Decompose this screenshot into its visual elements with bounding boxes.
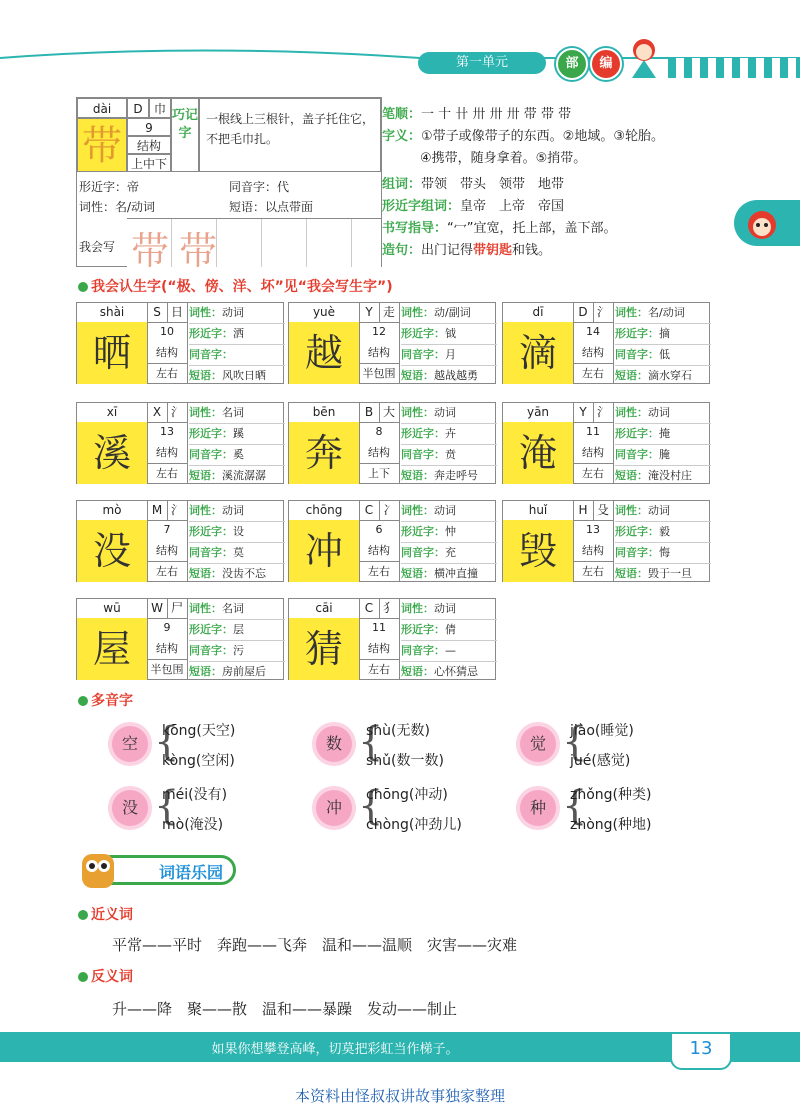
word-park-title: 词语乐园 xyxy=(96,855,236,885)
card-similar: 形近字：蹊 xyxy=(189,424,285,445)
card-structure: 左右 xyxy=(359,659,400,680)
char-card xyxy=(76,500,284,582)
poly-reading-1: shù(无数) xyxy=(366,723,430,739)
card-info xyxy=(189,599,285,681)
card-pinyin: cāi xyxy=(289,599,360,619)
card-char: 溪 xyxy=(77,422,148,484)
card-similar: 形近字：摘 xyxy=(615,324,711,345)
card-radical: 冫 xyxy=(379,501,400,521)
card-info xyxy=(401,599,497,681)
card-structure-label: 结构 xyxy=(147,442,188,464)
card-initial: W xyxy=(147,599,168,619)
card-pinyin: xī xyxy=(77,403,148,423)
brace-icon: { xyxy=(154,719,180,765)
mnemonic-text: 一根线上三根针，盖子托住它，不把毛巾扎。 xyxy=(199,98,381,172)
char-card xyxy=(502,500,710,582)
poly-reading-1: zhǒng(种类) xyxy=(570,787,652,803)
card-char: 屋 xyxy=(77,618,148,680)
card-phrase: 短语：心怀猜忌 xyxy=(401,665,478,678)
poly-char: 空 xyxy=(112,726,148,762)
fox-mascot-icon xyxy=(742,203,782,243)
card-structure-label: 结构 xyxy=(147,342,188,364)
card-phrase: 短语：房前屋后 xyxy=(189,665,266,678)
char-card xyxy=(288,302,496,384)
card-pinyin: mò xyxy=(77,501,148,521)
unit-label: 第一单元 xyxy=(418,52,546,74)
card-structure-label: 结构 xyxy=(573,342,614,364)
card-phrase: 短语：淹没村庄 xyxy=(615,469,692,482)
card-structure-label: 结构 xyxy=(359,342,400,364)
card-similar: 形近字：钺 xyxy=(401,324,497,345)
card-pos: 词性：名词 xyxy=(189,403,285,424)
card-structure-label: 结构 xyxy=(573,540,614,562)
card-structure-label: 结构 xyxy=(147,638,188,660)
write-label: 我会写 xyxy=(79,240,116,254)
card-similar: 形近字：洒 xyxy=(189,324,285,345)
card-homophone: 同音字：污 xyxy=(189,641,285,662)
card-info xyxy=(401,303,497,385)
card-initial: X xyxy=(147,403,168,423)
card-strokes: 13 xyxy=(573,520,614,540)
card-pinyin: yuè xyxy=(289,303,360,323)
meaning-2: ④携带，随身拿着。⑤捎带。 xyxy=(420,151,587,166)
card-pinyin: yān xyxy=(503,403,574,423)
antonyms-title: 反义词 xyxy=(78,966,133,986)
write-char-2: 带 xyxy=(179,229,218,273)
poly-reading-1: kōng(天空) xyxy=(162,723,236,739)
card-phrase: 短语：风吹日晒 xyxy=(189,369,266,382)
card-similar: 形近字：忡 xyxy=(401,522,497,543)
card-char: 淹 xyxy=(503,422,574,484)
card-structure: 左右 xyxy=(573,561,614,582)
card-pos: 词性：动词 xyxy=(401,501,497,522)
card-radical: 氵 xyxy=(167,403,188,423)
meaning-1: 字义：①带子或像带子的东西。②地域。③轮胎。 xyxy=(382,129,664,144)
card-info xyxy=(401,501,497,583)
stroke-order: 笔顺：一 十 卄 卅 卅 卅 带 带 带 xyxy=(382,107,572,122)
bullet-icon xyxy=(78,972,88,982)
card-structure: 半包围 xyxy=(147,659,188,680)
card-strokes: 9 xyxy=(147,618,188,638)
card-initial: C xyxy=(359,501,380,521)
brace-icon: { xyxy=(358,783,384,829)
main-radical: 巾 xyxy=(149,98,171,118)
card-similar: 形近字：卉 xyxy=(401,424,497,445)
side-tab xyxy=(734,200,800,246)
card-strokes: 14 xyxy=(573,322,614,342)
write-char-1: 带 xyxy=(131,229,170,273)
card-homophone: 同音字：莫 xyxy=(189,543,285,564)
card-info xyxy=(189,303,285,385)
poly-char: 数 xyxy=(316,726,352,762)
card-char: 奔 xyxy=(289,422,360,484)
card-pos: 词性：动词 xyxy=(615,501,711,522)
card-phrase: 短语：越战越勇 xyxy=(401,369,478,382)
card-pos: 词性：动/副词 xyxy=(401,303,497,324)
card-structure: 左右 xyxy=(147,463,188,484)
card-pinyin: shài xyxy=(77,303,148,323)
card-homophone: 同音字：充 xyxy=(401,543,497,564)
brace-icon: { xyxy=(562,783,588,829)
part-of-speech: 词性：名/动词 xyxy=(79,200,156,214)
owl-mascot-icon xyxy=(78,848,118,892)
card-structure: 半包围 xyxy=(359,363,400,384)
card-structure-label: 结构 xyxy=(573,442,614,464)
card-initial: Y xyxy=(573,403,594,423)
card-phrase: 短语：横冲直撞 xyxy=(401,567,478,580)
bullet-icon xyxy=(78,910,88,920)
card-structure: 左右 xyxy=(359,561,400,582)
footer-motto: 如果你想攀登高峰，切莫把彩虹当作梯子。 xyxy=(211,1042,459,1057)
main-structure: 上中下 xyxy=(127,154,171,172)
poly-reading-1: jiào(睡觉) xyxy=(570,723,634,739)
poly-char: 觉 xyxy=(520,726,556,762)
card-info xyxy=(615,303,711,385)
poly-char: 种 xyxy=(520,790,556,826)
card-pinyin: bēn xyxy=(289,403,360,423)
similar-words: 形近字组词：皇帝 上帝 帝国 xyxy=(382,199,565,214)
card-similar: 形近字：倩 xyxy=(401,620,497,641)
char-card xyxy=(76,598,284,680)
bullet-icon xyxy=(78,696,88,706)
card-pinyin: huǐ xyxy=(503,501,574,521)
card-similar: 形近字：层 xyxy=(189,620,285,641)
card-initial: Y xyxy=(359,303,380,323)
card-pos: 词性：动词 xyxy=(615,403,711,424)
char-card xyxy=(288,598,496,680)
card-structure-label: 结构 xyxy=(359,638,400,660)
card-pinyin: wū xyxy=(77,599,148,619)
card-phrase: 短语：没齿不忘 xyxy=(189,567,266,580)
card-pos: 词性：动词 xyxy=(189,303,285,324)
card-strokes: 6 xyxy=(359,520,400,540)
card-phrase: 短语：滴水穿石 xyxy=(615,369,692,382)
card-structure-label: 结构 xyxy=(359,442,400,464)
bullet-icon xyxy=(78,282,88,292)
card-char: 猜 xyxy=(289,618,360,680)
card-pos: 词性：名词 xyxy=(189,599,285,620)
similar-char: 形近字：帝 xyxy=(79,180,140,194)
card-strokes: 10 xyxy=(147,322,188,342)
poly-char: 冲 xyxy=(316,790,352,826)
poly-reading-2: mò(淹没) xyxy=(162,817,224,833)
page-number: 13 xyxy=(670,1032,732,1070)
card-structure: 上下 xyxy=(359,463,400,484)
card-structure-label: 结构 xyxy=(147,540,188,562)
card-phrase: 短语：溪流潺潺 xyxy=(189,469,266,482)
card-homophone: 同音字： xyxy=(189,345,285,366)
words: 组词：带领 带头 领带 地带 xyxy=(382,177,565,192)
char-card xyxy=(288,500,496,582)
poly-reading-2: kòng(空闲) xyxy=(162,753,235,769)
antonyms-line: 升——降 聚——散 温和——暴躁 发动——制止 xyxy=(112,1000,458,1018)
poly-reading-1: méi(没有) xyxy=(162,787,228,803)
card-pos: 词性：名/动词 xyxy=(615,303,711,324)
card-pos: 词性：动词 xyxy=(401,599,497,620)
main-initial: D xyxy=(127,98,149,118)
card-radical: 氵 xyxy=(593,403,614,423)
char-card xyxy=(502,402,710,484)
card-info xyxy=(189,501,285,583)
poly-reading-2: shǔ(数一数) xyxy=(366,753,444,769)
homophone: 同音字：代 xyxy=(229,180,290,194)
synonyms-line: 平常——平时 奔跑——飞奔 温和——温顺 灾害——灾难 xyxy=(112,936,518,954)
card-phrase: 短语：毁于一旦 xyxy=(615,567,692,580)
poly-reading-2: jué(感觉) xyxy=(570,753,631,769)
card-initial: D xyxy=(573,303,594,323)
card-homophone: 同音字：悔 xyxy=(615,543,711,564)
card-radical: 大 xyxy=(379,403,400,423)
main-strokes: 9 xyxy=(127,118,171,136)
mnemonic-label: 巧记字 xyxy=(171,98,199,172)
card-strokes: 13 xyxy=(147,422,188,442)
card-structure: 左右 xyxy=(573,463,614,484)
main-pinyin: dài xyxy=(77,98,127,118)
card-radical: 氵 xyxy=(167,501,188,521)
card-similar: 形近字：掩 xyxy=(615,424,711,445)
card-strokes: 11 xyxy=(573,422,614,442)
card-similar: 形近字：毅 xyxy=(615,522,711,543)
card-structure: 左右 xyxy=(147,561,188,582)
card-radical: 走 xyxy=(379,303,400,323)
poly-char: 没 xyxy=(112,790,148,826)
brace-icon: { xyxy=(562,719,588,765)
writing-guide: 书写指导：“冖”宜宽，托上部，盖下部。 xyxy=(382,221,617,236)
card-homophone: 同音字：腌 xyxy=(615,445,711,466)
card-info xyxy=(189,403,285,485)
card-info xyxy=(615,501,711,583)
card-initial: C xyxy=(359,599,380,619)
card-strokes: 12 xyxy=(359,322,400,342)
card-radical: 尸 xyxy=(167,599,188,619)
phrase: 短语：以点带面 xyxy=(229,200,314,214)
sentence: 造句：出门记得带钥匙和钱。 xyxy=(382,243,552,258)
main-char: 带 xyxy=(77,118,127,172)
card-homophone: 同音字：奚 xyxy=(189,445,285,466)
card-strokes: 11 xyxy=(359,618,400,638)
char-card xyxy=(288,402,496,484)
card-radical: 日 xyxy=(167,303,188,323)
poly-reading-2: chòng(冲劲儿) xyxy=(366,817,462,833)
card-pinyin: dī xyxy=(503,303,574,323)
card-strokes: 8 xyxy=(359,422,400,442)
card-initial: B xyxy=(359,403,380,423)
card-char: 毁 xyxy=(503,520,574,582)
card-radical: 氵 xyxy=(593,303,614,323)
card-structure: 左右 xyxy=(147,363,188,384)
card-initial: M xyxy=(147,501,168,521)
card-homophone: 同音字：低 xyxy=(615,345,711,366)
card-structure-label: 结构 xyxy=(359,540,400,562)
polyphonic-title: 多音字 xyxy=(78,690,133,710)
card-char: 晒 xyxy=(77,322,148,384)
badge-bu: 部 xyxy=(556,48,588,80)
girl-mascot-icon xyxy=(624,36,664,80)
card-pos: 词性：动词 xyxy=(189,501,285,522)
header-band xyxy=(0,38,800,52)
card-char: 没 xyxy=(77,520,148,582)
card-homophone: 同音字：月 xyxy=(401,345,497,366)
char-card xyxy=(76,402,284,484)
card-pos: 词性：动词 xyxy=(401,403,497,424)
brace-icon: { xyxy=(358,719,384,765)
recognize-title: 我会认生字(“极、傍、洋、坏”见“我会写生字”) xyxy=(78,276,393,296)
card-char: 冲 xyxy=(289,520,360,582)
header-checker xyxy=(668,58,800,78)
char-card xyxy=(76,302,284,384)
card-similar: 形近字：设 xyxy=(189,522,285,543)
card-phrase: 短语：奔走呼号 xyxy=(401,469,478,482)
card-radical: 殳 xyxy=(593,501,614,521)
card-strokes: 7 xyxy=(147,520,188,540)
card-structure: 左右 xyxy=(573,363,614,384)
synonyms-title: 近义词 xyxy=(78,904,133,924)
card-info xyxy=(401,403,497,485)
credit: 本资料由怪叔叔讲故事独家整理 xyxy=(294,1087,505,1105)
card-radical: 犭 xyxy=(379,599,400,619)
poly-reading-1: chōng(冲动) xyxy=(366,787,448,803)
main-structure-label: 结构 xyxy=(127,136,171,154)
badge-bian: 编 xyxy=(590,48,622,80)
card-pinyin: chōng xyxy=(289,501,360,521)
card-homophone: 同音字：贲 xyxy=(401,445,497,466)
card-initial: S xyxy=(147,303,168,323)
main-char-box xyxy=(76,97,382,273)
card-char: 越 xyxy=(289,322,360,384)
poly-reading-2: zhòng(种地) xyxy=(570,817,652,833)
card-homophone: 同音字：— xyxy=(401,641,497,662)
brace-icon: { xyxy=(154,783,180,829)
card-initial: H xyxy=(573,501,594,521)
card-char: 滴 xyxy=(503,322,574,384)
char-card xyxy=(502,302,710,384)
card-info xyxy=(615,403,711,485)
